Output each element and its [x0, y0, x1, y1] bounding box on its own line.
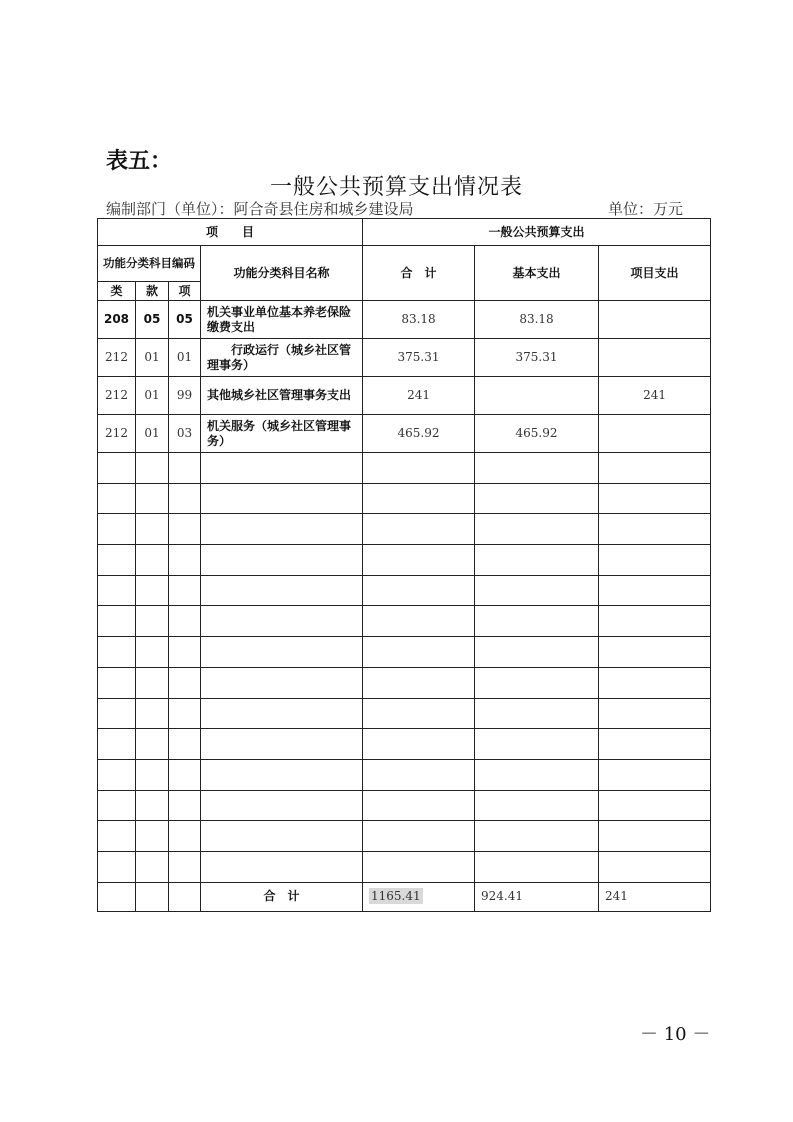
- row-lei: 208: [98, 301, 136, 339]
- summary-lei: [98, 882, 136, 911]
- empty-cell: [136, 606, 169, 637]
- empty-cell: [201, 514, 363, 545]
- empty-cell: [136, 514, 169, 545]
- empty-cell: [599, 729, 711, 760]
- empty-cell: [169, 575, 201, 606]
- empty-cell: [475, 483, 599, 514]
- empty-row: [98, 575, 711, 606]
- summary-total: [363, 882, 475, 911]
- page-title: 一般公共预算支出情况表: [269, 175, 523, 200]
- empty-cell: [475, 851, 599, 882]
- summary-basic: 924.41: [475, 882, 599, 911]
- empty-cell: [98, 790, 136, 821]
- row-xiang: 99: [169, 377, 201, 415]
- empty-cell: [599, 759, 711, 790]
- empty-cell: [475, 667, 599, 698]
- row-name: 其他城乡社区管理事务支出: [201, 377, 363, 415]
- row-total: 375.31: [363, 339, 475, 377]
- row-project: [599, 301, 711, 339]
- row-lei: 212: [98, 339, 136, 377]
- row-project: [599, 339, 711, 377]
- empty-cell: [136, 759, 169, 790]
- header-project: 项目支出: [599, 246, 711, 301]
- table-row: [98, 301, 711, 339]
- empty-cell: [136, 790, 169, 821]
- empty-cell: [98, 759, 136, 790]
- empty-cell: [363, 483, 475, 514]
- row-name: 机关事业单位基本养老保险缴费支出: [201, 301, 363, 339]
- empty-cell: [169, 637, 201, 668]
- empty-cell: [475, 575, 599, 606]
- row-total: 241: [363, 377, 475, 415]
- header-general-budget: 一般公共预算支出: [363, 219, 711, 246]
- empty-cell: [363, 453, 475, 484]
- empty-cell: [599, 545, 711, 576]
- empty-cell: [475, 514, 599, 545]
- summary-label: 合 计: [201, 882, 363, 911]
- empty-cell: [98, 698, 136, 729]
- empty-cell: [201, 821, 363, 852]
- header-basic: 基本支出: [475, 246, 599, 301]
- empty-cell: [98, 575, 136, 606]
- empty-cell: [136, 698, 169, 729]
- row-name-text: 行政运行（城乡社区管理事务）: [207, 342, 352, 372]
- empty-row: [98, 759, 711, 790]
- empty-cell: [169, 790, 201, 821]
- empty-cell: [98, 453, 136, 484]
- header-kuan: 款: [136, 282, 169, 301]
- summary-total-value: 1165.41: [371, 889, 421, 904]
- row-lei: 212: [98, 415, 136, 453]
- page-number: － 10 －: [640, 1024, 711, 1045]
- row-basic: 375.31: [475, 339, 599, 377]
- summary-project: 241: [599, 882, 711, 911]
- row-lei: 212: [98, 377, 136, 415]
- empty-cell: [363, 545, 475, 576]
- empty-row: [98, 821, 711, 852]
- empty-cell: [169, 729, 201, 760]
- department-line: 编制部门（单位）：阿合奇县住房和城乡建设局: [106, 200, 414, 218]
- empty-cell: [136, 545, 169, 576]
- empty-cell: [201, 851, 363, 882]
- budget-table: [97, 218, 711, 912]
- header-total: 合 计: [363, 246, 475, 301]
- empty-row: [98, 483, 711, 514]
- empty-cell: [201, 575, 363, 606]
- empty-cell: [599, 514, 711, 545]
- empty-cell: [169, 759, 201, 790]
- empty-cell: [98, 729, 136, 760]
- row-xiang: 05: [169, 301, 201, 339]
- empty-row: [98, 453, 711, 484]
- summary-kuan: [136, 882, 169, 911]
- empty-cell: [201, 698, 363, 729]
- empty-cell: [201, 606, 363, 637]
- table-label: 表五：: [106, 149, 173, 174]
- empty-cell: [201, 759, 363, 790]
- row-kuan: 05: [136, 301, 169, 339]
- empty-cell: [475, 821, 599, 852]
- empty-cell: [599, 575, 711, 606]
- row-basic: 465.92: [475, 415, 599, 453]
- empty-row: [98, 851, 711, 882]
- summary-row: [98, 882, 711, 911]
- empty-cell: [363, 790, 475, 821]
- empty-cell: [363, 759, 475, 790]
- table-row: [98, 415, 711, 453]
- row-xiang: 03: [169, 415, 201, 453]
- header-name-col: 功能分类科目名称: [201, 246, 363, 301]
- row-kuan: 01: [136, 415, 169, 453]
- empty-cell: [98, 821, 136, 852]
- empty-cell: [169, 453, 201, 484]
- empty-cell: [136, 575, 169, 606]
- empty-cell: [599, 606, 711, 637]
- empty-cell: [599, 667, 711, 698]
- row-total: 465.92: [363, 415, 475, 453]
- empty-cell: [98, 851, 136, 882]
- empty-row: [98, 790, 711, 821]
- empty-cell: [201, 545, 363, 576]
- empty-cell: [475, 637, 599, 668]
- empty-cell: [201, 483, 363, 514]
- empty-cell: [475, 698, 599, 729]
- row-basic: [475, 377, 599, 415]
- empty-row: [98, 729, 711, 760]
- empty-cell: [201, 637, 363, 668]
- empty-cell: [599, 790, 711, 821]
- empty-cell: [599, 483, 711, 514]
- empty-cell: [201, 790, 363, 821]
- row-xiang: 01: [169, 339, 201, 377]
- empty-cell: [599, 698, 711, 729]
- summary-xiang: [169, 882, 201, 911]
- empty-cell: [169, 483, 201, 514]
- empty-cell: [599, 851, 711, 882]
- empty-cell: [169, 545, 201, 576]
- empty-cell: [169, 667, 201, 698]
- empty-cell: [98, 545, 136, 576]
- empty-cell: [169, 514, 201, 545]
- empty-cell: [98, 637, 136, 668]
- empty-cell: [169, 821, 201, 852]
- row-kuan: 01: [136, 339, 169, 377]
- empty-cell: [475, 759, 599, 790]
- empty-cell: [475, 606, 599, 637]
- empty-row: [98, 514, 711, 545]
- row-name: [201, 339, 363, 377]
- empty-cell: [136, 851, 169, 882]
- empty-cell: [201, 729, 363, 760]
- row-project: 241: [599, 377, 711, 415]
- empty-cell: [363, 851, 475, 882]
- empty-cell: [136, 821, 169, 852]
- empty-cell: [136, 637, 169, 668]
- empty-row: [98, 545, 711, 576]
- empty-cell: [475, 545, 599, 576]
- empty-cell: [136, 453, 169, 484]
- empty-cell: [363, 667, 475, 698]
- row-kuan: 01: [136, 377, 169, 415]
- empty-cell: [363, 637, 475, 668]
- row-basic: 83.18: [475, 301, 599, 339]
- empty-cell: [363, 729, 475, 760]
- empty-cell: [363, 575, 475, 606]
- empty-cell: [98, 514, 136, 545]
- empty-cell: [363, 698, 475, 729]
- table-row: [98, 377, 711, 415]
- empty-cell: [98, 483, 136, 514]
- table-row: [98, 339, 711, 377]
- empty-cell: [136, 667, 169, 698]
- unit-line: 单位：万元: [608, 200, 684, 218]
- empty-row: [98, 606, 711, 637]
- empty-row: [98, 667, 711, 698]
- empty-cell: [475, 729, 599, 760]
- header-code-group: 功能分类科目编码: [98, 246, 201, 282]
- empty-cell: [475, 453, 599, 484]
- empty-cell: [599, 453, 711, 484]
- empty-row: [98, 637, 711, 668]
- empty-row: [98, 698, 711, 729]
- empty-cell: [363, 821, 475, 852]
- empty-cell: [201, 453, 363, 484]
- empty-cell: [201, 667, 363, 698]
- empty-cell: [136, 483, 169, 514]
- empty-cell: [475, 790, 599, 821]
- empty-cell: [136, 729, 169, 760]
- empty-cell: [599, 637, 711, 668]
- empty-cell: [363, 514, 475, 545]
- header-row-1: [98, 219, 711, 246]
- header-xiang: 项: [169, 282, 201, 301]
- row-project: [599, 415, 711, 453]
- empty-cell: [599, 821, 711, 852]
- header-item: 项 目: [98, 219, 363, 246]
- empty-cell: [363, 606, 475, 637]
- empty-cell: [169, 606, 201, 637]
- header-lei: 类: [98, 282, 136, 301]
- row-total: 83.18: [363, 301, 475, 339]
- empty-cell: [169, 851, 201, 882]
- empty-cell: [98, 667, 136, 698]
- row-name: 机关服务（城乡社区管理事务）: [201, 415, 363, 453]
- empty-cell: [98, 606, 136, 637]
- header-row-2: [98, 246, 711, 282]
- empty-cell: [169, 698, 201, 729]
